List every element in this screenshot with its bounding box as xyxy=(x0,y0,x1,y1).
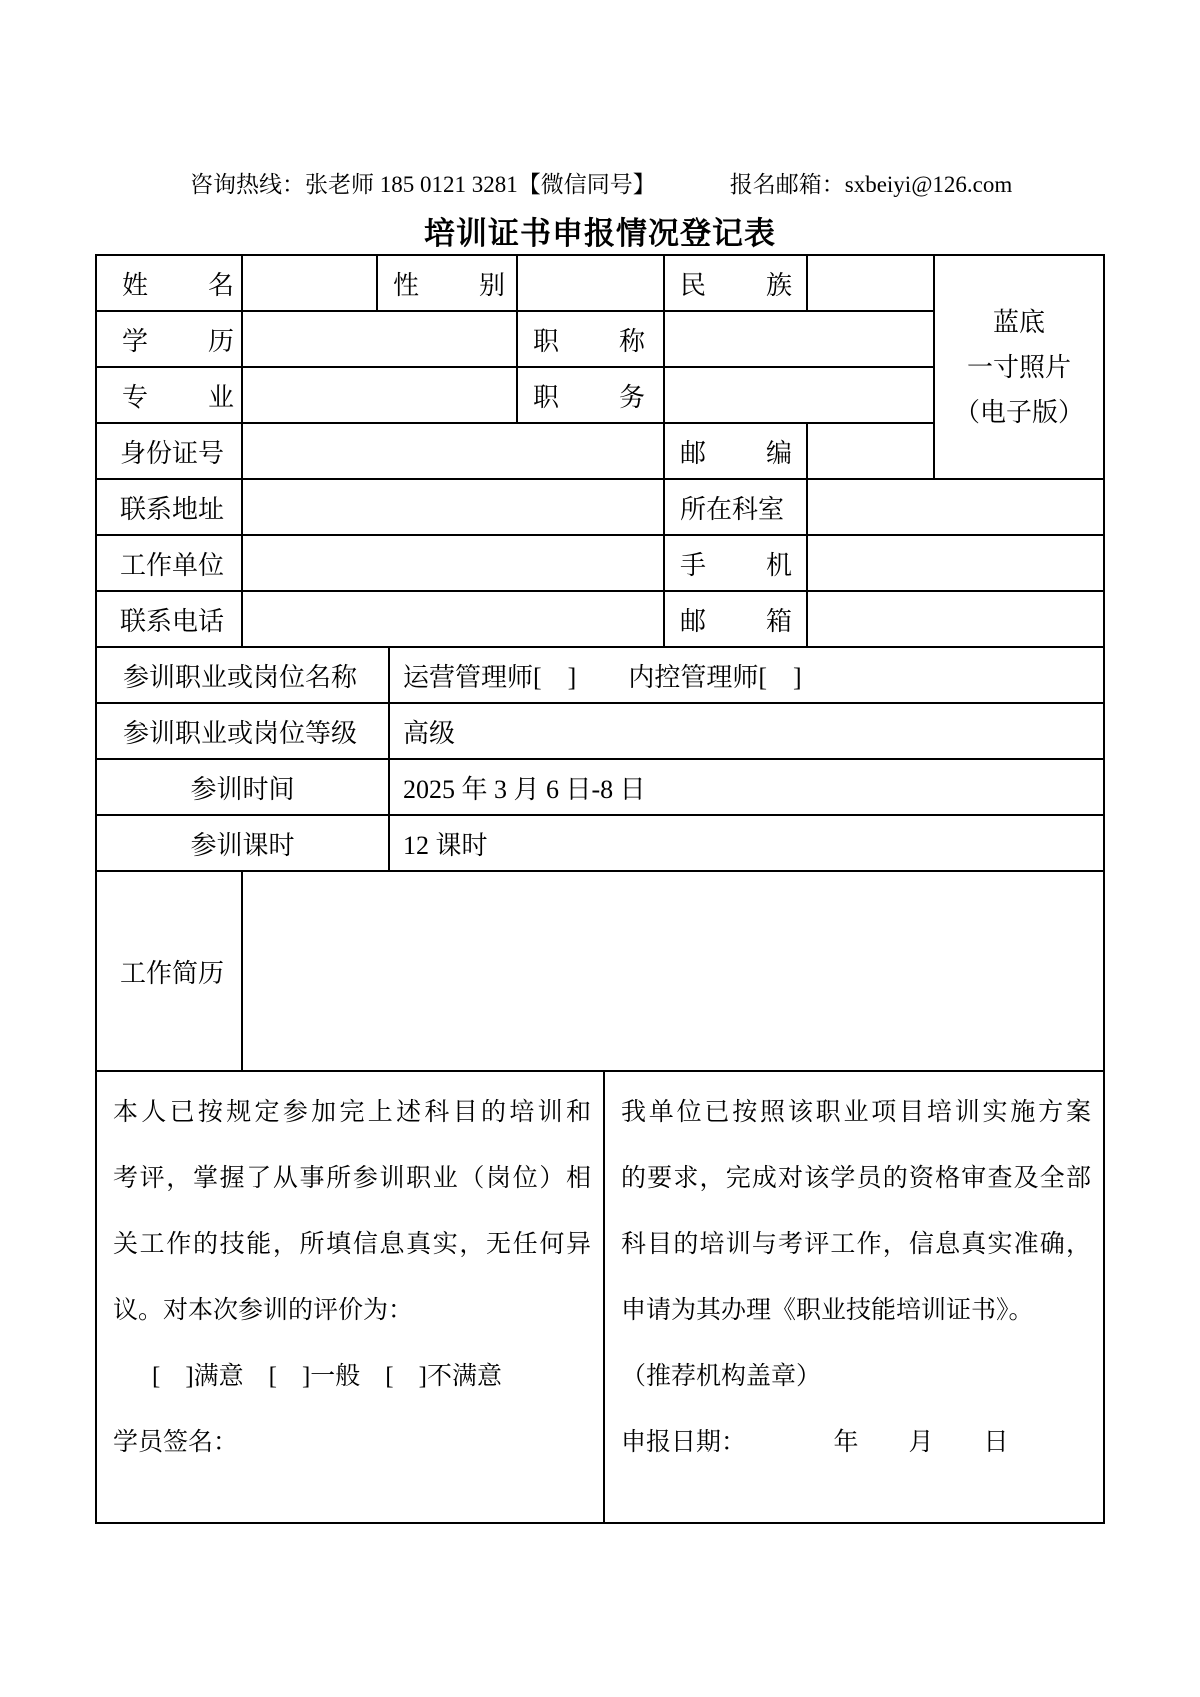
major-label-cell xyxy=(97,368,243,422)
row-declarations xyxy=(97,1072,1103,1522)
address-input-cell[interactable] xyxy=(243,480,665,534)
mobile-input-cell[interactable] xyxy=(808,536,1103,590)
training-hours-label: 参训课时 xyxy=(190,830,295,860)
gender-label-cell xyxy=(378,256,518,310)
row-address-department xyxy=(97,480,1103,536)
resume-label: 工作简历 xyxy=(120,958,225,988)
postal-code-label: 邮编 xyxy=(680,438,792,468)
id-number-label-cell xyxy=(97,424,243,478)
trainee-declaration-cell xyxy=(97,1072,605,1522)
job-level-value-cell xyxy=(390,704,1103,758)
gender-input-cell[interactable] xyxy=(518,256,665,310)
signup-email-text: 报名邮箱：sxbeiyi@126.com xyxy=(729,172,1013,197)
resume-input-area[interactable] xyxy=(243,872,1103,1070)
job-name-label-cell xyxy=(97,648,390,702)
contact-line xyxy=(190,166,1012,199)
unit-declaration-line3: 科目的培训与考评工作，信息真实准确， xyxy=(621,1231,1091,1258)
declaration-date-line[interactable]: 申报日期： 年 月 日 xyxy=(621,1429,1009,1456)
training-hours-value: 12 课时 xyxy=(403,830,488,860)
job-level-label-cell xyxy=(97,704,390,758)
row-job-level xyxy=(97,704,1103,760)
education-input-cell[interactable] xyxy=(243,312,518,366)
resume-label-cell xyxy=(97,872,243,1070)
trainee-declaration-line4: 议。对本次参训的评价为： xyxy=(113,1297,414,1324)
professional-title-label-cell xyxy=(518,312,665,366)
major-input-cell[interactable] xyxy=(243,368,518,422)
photo-note-line3: （电子版） xyxy=(953,397,1084,427)
photo-note-line2: 一寸照片 xyxy=(966,352,1071,382)
address-label-cell xyxy=(97,480,243,534)
satisfaction-options-line[interactable]: [ ]满意 [ ]一般 [ ]不满意 xyxy=(152,1363,502,1390)
trainee-signature-label[interactable]: 学员签名： xyxy=(113,1429,239,1456)
training-time-value-cell xyxy=(390,760,1103,814)
postal-code-label-cell xyxy=(665,424,808,478)
job-level-value: 高级 xyxy=(403,718,456,748)
major-label: 专业 xyxy=(122,382,234,412)
ethnicity-label-cell xyxy=(665,256,808,310)
row-job-name xyxy=(97,648,1103,704)
unit-declaration-line1: 我单位已按照该职业项目培训实施方案 xyxy=(621,1099,1091,1126)
job-name-options[interactable]: 运营管理师[ ] 内控管理师[ ] xyxy=(403,662,802,692)
trainee-declaration-line3: 关工作的技能，所填信息真实，无任何异 xyxy=(113,1231,591,1258)
photo-note-line1: 蓝底 xyxy=(992,307,1045,337)
education-label: 学历 xyxy=(122,326,234,356)
address-label: 联系地址 xyxy=(120,494,225,524)
row-phone-email xyxy=(97,592,1103,648)
row-training-time xyxy=(97,760,1103,816)
trainee-declaration-line2: 考评，掌握了从事所参训职业（岗位）相 xyxy=(113,1165,591,1192)
row-workunit-mobile xyxy=(97,536,1103,592)
gender-label: 性别 xyxy=(393,270,505,300)
work-unit-label: 工作单位 xyxy=(120,550,225,580)
phone-label: 联系电话 xyxy=(120,606,225,636)
unit-stamp-note: （推荐机构盖章） xyxy=(621,1363,822,1390)
row-training-hours xyxy=(97,816,1103,872)
mobile-label-cell xyxy=(665,536,808,590)
training-hours-value-cell xyxy=(390,816,1103,870)
duty-label: 职务 xyxy=(533,382,645,412)
photo-requirement-cell xyxy=(933,256,1103,480)
department-input-cell[interactable] xyxy=(808,480,1103,534)
email-label-cell xyxy=(665,592,808,646)
training-time-label-cell xyxy=(97,760,390,814)
duty-label-cell xyxy=(518,368,665,422)
education-label-cell xyxy=(97,312,243,366)
phone-label-cell xyxy=(97,592,243,646)
ethnicity-label: 民族 xyxy=(680,270,792,300)
unit-declaration-line4: 申请为其办理《职业技能培训证书》。 xyxy=(621,1297,1034,1324)
registration-form-table xyxy=(95,254,1105,1524)
department-label: 所在科室 xyxy=(680,494,785,524)
work-unit-label-cell xyxy=(97,536,243,590)
department-label-cell xyxy=(665,480,808,534)
row-resume xyxy=(97,872,1103,1072)
email-input-cell[interactable] xyxy=(808,592,1103,646)
professional-title-label: 职称 xyxy=(533,326,645,356)
name-label: 姓名 xyxy=(122,270,234,300)
mobile-label: 手机 xyxy=(680,550,792,580)
training-time-value: 2025 年 3 月 6 日-8 日 xyxy=(403,774,646,804)
email-label: 邮箱 xyxy=(680,606,792,636)
training-hours-label-cell xyxy=(97,816,390,870)
name-input-cell[interactable] xyxy=(243,256,378,310)
trainee-declaration-line1: 本人已按规定参加完上述科目的培训和 xyxy=(113,1099,591,1126)
hotline-text: 咨询热线：张老师 185 0121 3281【微信同号】 xyxy=(190,172,656,197)
name-label-cell xyxy=(97,256,243,310)
training-time-label: 参训时间 xyxy=(190,774,295,804)
id-number-input-cell[interactable] xyxy=(243,424,665,478)
form-title: 培训证书申报情况登记表 xyxy=(424,216,776,251)
unit-declaration-line2: 的要求，完成对该学员的资格审查及全部 xyxy=(621,1165,1091,1192)
id-number-label: 身份证号 xyxy=(120,438,225,468)
unit-declaration-cell xyxy=(605,1072,1103,1522)
work-unit-input-cell[interactable] xyxy=(243,536,665,590)
job-level-label: 参训职业或岗位等级 xyxy=(123,718,358,748)
job-name-label: 参训职业或岗位名称 xyxy=(123,662,358,692)
phone-input-cell[interactable] xyxy=(243,592,665,646)
job-name-value-cell[interactable] xyxy=(390,648,1103,702)
